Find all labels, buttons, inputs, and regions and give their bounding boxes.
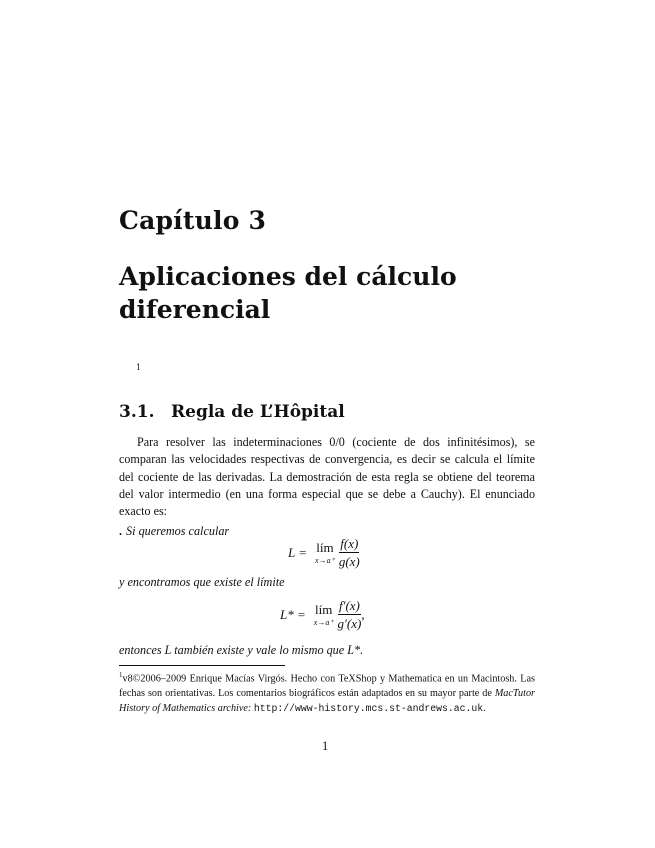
- theorem-line-3: entonces L también existe y vale lo mismo que L*.: [119, 643, 364, 657]
- eq2-limit: [314, 603, 334, 627]
- footnote-end: .: [483, 702, 486, 714]
- body-paragraph: [119, 434, 535, 520]
- eq2-lim-word: lím: [314, 601, 333, 617]
- theorem-line-1: [119, 524, 229, 539]
- equation-limit-L: [288, 537, 360, 568]
- chapter-label: Capítulo 3: [119, 206, 267, 235]
- footnote-number: 1: [119, 671, 123, 679]
- eq1-fraction: [339, 537, 360, 568]
- eq2-trailing-comma: ,: [361, 606, 365, 622]
- eq2-denominator: g′(x): [337, 616, 362, 631]
- footnote-rule: [119, 665, 285, 666]
- eq2-numerator: f′(x): [338, 598, 360, 613]
- eq1-lim-word: lím: [316, 539, 334, 555]
- eq1-denominator: g(x): [338, 554, 360, 569]
- section-title: Regla de L’Hôpital: [171, 402, 345, 422]
- eq2-lim-sub: x→a⁺: [313, 617, 334, 627]
- eq2-lhs: L* =: [280, 606, 306, 622]
- section-number: 3.1.: [119, 402, 155, 422]
- theorem-line-2: y encontramos que existe el límite: [119, 575, 285, 589]
- equation-limit-Lstar: [280, 599, 365, 630]
- page-number: 1: [322, 739, 329, 753]
- theorem-marker: .: [119, 524, 123, 538]
- footnote-source: MacTutor History of Mathematics archive:: [119, 688, 535, 714]
- paragraph-text: Para resolver las indeterminaciones 0/0 (cociente de dos infinitésimos), se comparan las velocidades respectivas de convergencia, es decir se calcula el límite del cociente de las derivadas. La demostración de esta regla se obtiene del teorema del valor intermedio (en una forma especial que se debe a Cauchy). El enunciado exacto es:: [119, 435, 535, 519]
- eq1-limit: [315, 541, 335, 565]
- footnote: [119, 668, 535, 717]
- chapter-title: Aplicaciones del cálculo diferencial: [119, 262, 457, 324]
- footnote-mark: 1: [136, 363, 142, 372]
- footnote-url[interactable]: http://www-history.mcs.st-andrews.ac.uk: [253, 702, 484, 714]
- eq2-fraction: [337, 598, 365, 631]
- footnote-text: v8©2006–2009 Enrique Macías Virgós. Hecho con TeXShop y Mathematica en un Macintosh. Las fechas son orientativas. Los comentarios biográficos están adaptados en su mayor parte de: [119, 673, 535, 700]
- eq1-lhs: L =: [288, 544, 308, 560]
- eq1-lim-sub: x→a⁺: [315, 555, 335, 565]
- section-heading: [119, 402, 345, 422]
- eq1-numerator: f(x): [340, 536, 359, 551]
- theorem-text-1: Si queremos calcular: [126, 524, 230, 538]
